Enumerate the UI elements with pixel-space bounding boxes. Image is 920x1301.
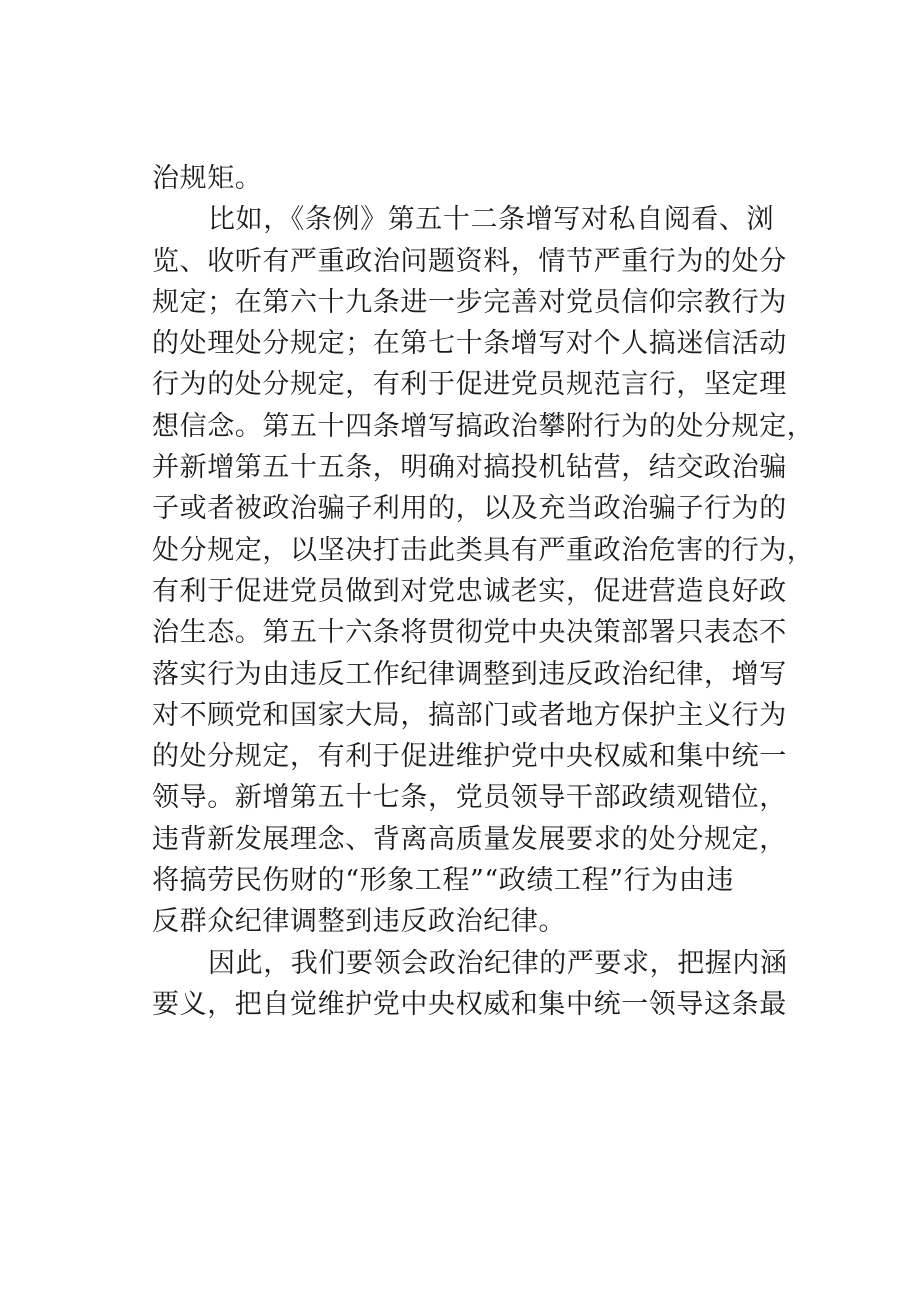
text-line: 规定；在第六十九条进一步完善对党员信仰宗教行为 [152,286,787,318]
text-line: 领导。新增第五十七条，党员领导干部政绩观错位， [152,782,787,814]
text-line: 的处理处分规定；在第七十条增写对个人搞迷信活动 [152,328,787,360]
text-line: 治生态。第五十六条将贯彻党中央决策部署只表态不 [152,617,787,649]
text-line: 将搞劳民伤财的“形象工程”“政绩工程”行为由违 [152,865,735,897]
text-line-first: 比如，《条例》第五十二条增写对私自阅看、浏 [208,204,775,236]
text-line: 落实行为由违反工作纪律调整到违反政治纪律，增写 [152,658,787,690]
text-line: 处分规定，以坚决打击此类具有严重政治危害的行为， [152,534,815,566]
text-line: 想信念。第五十四条增写搞政治攀附行为的处分规定， [152,410,815,442]
text-line: 子或者被政治骗子利用的，以及充当政治骗子行为的 [152,493,787,525]
text-line: 行为的处分规定，有利于促进党员规范言行，坚定理 [152,369,787,401]
text-line: 有利于促进党员做到对党忠诚老实，促进营造良好政 [152,575,787,607]
paragraph-2 [152,199,815,942]
paragraph-1 [152,158,772,199]
text-line: 违背新发展理念、背离高质量发展要求的处分规定， [152,823,787,855]
document-body [152,158,815,1025]
text-line: 对不顾党和国家大局，搞部门或者地方保护主义行为 [152,699,787,731]
text-line: 并新增第五十五条，明确对搞投机钻营，结交政治骗 [152,452,787,484]
paragraph-3 [152,943,788,1026]
text-line: 要义，把自觉维护党中央权威和集中统一领导这条最 [152,988,787,1020]
text-line: 反群众纪律调整到违反政治纪律。 [152,906,566,938]
text-line: 治规矩。 [152,163,263,194]
text-line: 的处分规定，有利于促进维护党中央权威和集中统一 [152,741,787,773]
text-line-first: 因此，我们要领会政治纪律的严要求，把握内涵 [208,947,788,979]
text-line: 览、收听有严重政治问题资料，情节严重行为的处分 [152,245,787,277]
